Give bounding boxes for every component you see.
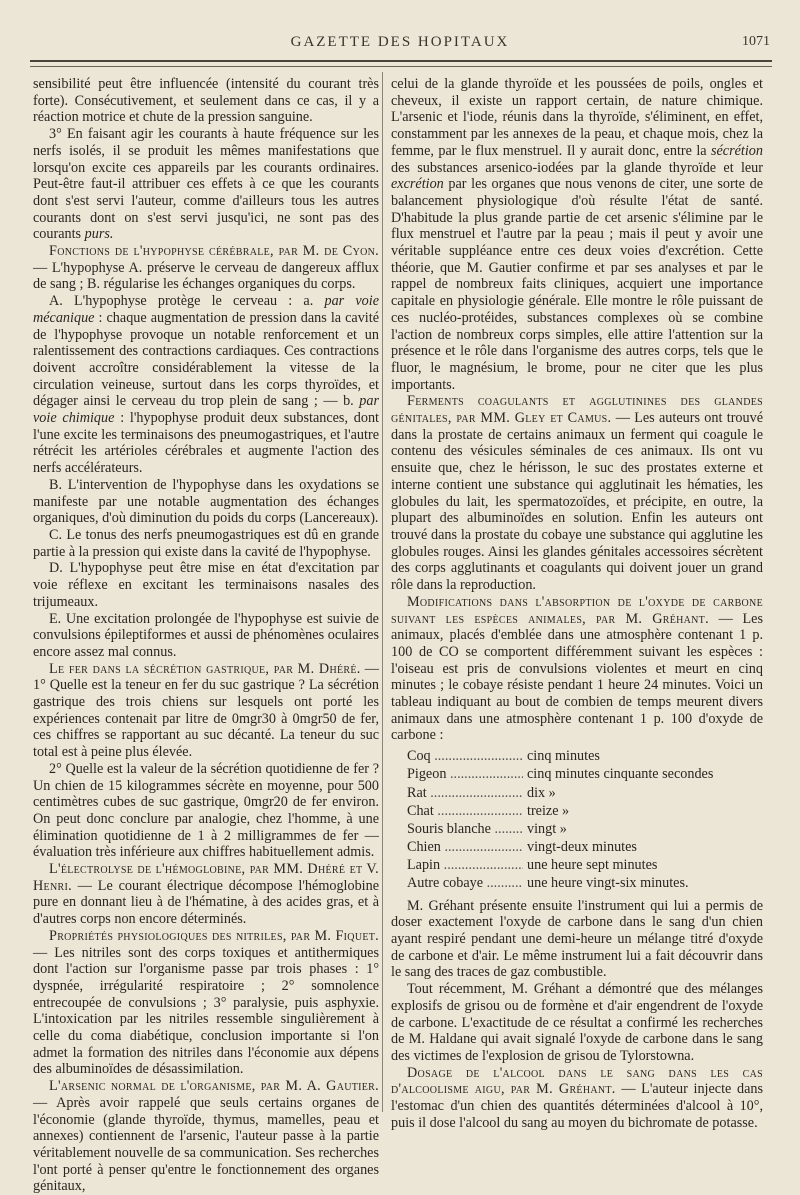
paragraph: sensibilité peut être influencée (intensité du courant très forte). Consécutivement, et seulement dans ce cas, il y a réaction motrice et chute de la pression sanguine. [33, 76, 379, 126]
header-rule-thick [30, 60, 772, 62]
co-mortality-table [407, 748, 763, 894]
article-author: par M. A. Gautier. [255, 1078, 379, 1095]
table-cell-animal: Souris blanche ..... [407, 821, 523, 838]
header-rule-thin [30, 66, 772, 67]
article-author: par M. Dhéré. [269, 660, 361, 677]
table-row [407, 803, 763, 821]
article-title: Fonctions de l'hypophyse cérébrale, [49, 243, 274, 260]
article-title: Modifications dans l'absorption de l'oxyde de carbone suivant les espèces animales, [391, 593, 763, 627]
table-cell-animal: Chien ..... [407, 839, 523, 856]
article-hypophyse: Fonctions de l'hypophyse cérébrale, par M. de Cyon. — L'hypophyse A. préserve le cerveau de dangereux afflux de sang ; B. régularise les échanges organiques du corps. [33, 243, 379, 293]
article-author: par M. Fiquet. [286, 927, 380, 944]
article-title: Ferments coagulants et agglutinines des glandes génitales, [391, 393, 763, 427]
paragraph: D. L'hypophyse peut être mise en état d'excitation par voie réflexe en excitant les terminaisons nasales des trijumeaux. [33, 560, 379, 610]
article-title: L'arsenic normal de l'organisme, [49, 1078, 256, 1095]
table-row [407, 748, 763, 766]
journal-title: GAZETTE DES HOPITAUX [290, 34, 510, 50]
left-column [33, 76, 379, 1195]
table-cell-time: dix » [527, 784, 556, 801]
article-author: par M. Gréhant. [504, 1081, 616, 1098]
column-divider [382, 72, 383, 1112]
article-author: par MM. Gley et Camus. [451, 410, 612, 427]
article-title: Dosage de l'alcool dans le sang dans les cas d'alcoolisme aigu, [391, 1064, 763, 1098]
article-author: par M. de Cyon. [273, 243, 379, 260]
table-cell-animal: Pigeon ..... [407, 766, 523, 783]
table-cell-animal: Lapin ..... [407, 857, 523, 874]
paragraph: A. L'hypophyse protège le cerveau : a. par voie mécanique : chaque augmentation de pression dans la cavité de l'hypophyse provoque un notable renforcement et un ralentissement des contractions cardiaques. Ces contractions doivent accroître considérablement la vitesse de la circulation veineuse, surtout dans les corps thyroïdes, et dégager ainsi le cerveau du trop plein de sang ; — b. par voie chimique : l'hypophyse produit deux substances, dont l'une excite les terminaisons des pneumogastriques, et l'autre rétrécit les artérioles cérébrales et augmente l'action des nerfs accélérateurs. [33, 293, 379, 477]
article-ferments: Ferments coagulants et agglutinines des glandes génitales, par MM. Gley et Camus. — Les auteurs ont trouvé dans la prostate de certains animaux un ferment qui coagule le contenu des vésicules séminales de ces animaux. Ils ont vu ensuite que, chez le hérisson, le suc des prostates externe et interne contient une substance qui agglutinait les hématies, les globules du lait, les spermatozoïdes, et précipite, en outre, la plupart des albuminoïdes en solution. Enfin les auteurs ont trouvé dans la prostate du cobaye une substance qui agglutine les globules rouges. Ainsi les glandes génitales accessoires sécrètent des corps agglutinants et coagulants qui doivent jouer un grand rôle dans la reproduction. [391, 393, 763, 594]
table-cell-time: cinq minutes cinquante secondes [527, 766, 714, 783]
article-title: Propriétés physiologiques des nitriles, [49, 927, 287, 944]
table-row [407, 785, 763, 803]
article-oxyde-carbone: Modifications dans l'absorption de l'oxyde de carbone suivant les espèces animales, par M. Gréhant. — Les animaux, placés d'emblée dans une atmosphère contenant 1 p. 100 de CO se comportent différemment suivant les espèces : l'oiseau est pris de convulsions violentes et meurt en cinq minutes ; le cobaye résiste pendant 1 heure 24 minutes. Voici un tableau indiquant au bout de combien de temps meurent divers animaux dans une atmosphère contenant 1 p. 100 d'oxyde de carbone : [391, 593, 763, 744]
table-row [407, 839, 763, 857]
table-row [407, 875, 763, 893]
article-author: par M. Gréhant. [586, 610, 709, 627]
article-author: par MM. Dhéré et V. Henri. [33, 861, 379, 894]
paragraph: Tout récemment, M. Gréhant a démontré que des mélanges explosifs de grisou ou de formène et d'air engendrent de l'oxyde de carbone. L'exactitude de ce résultat a confirmé les recherches de M. Haldane qui avait signalé l'oxyde de carbone dans le sang des victimes de l'explosion de grisou de Tylorstowna. [391, 981, 763, 1064]
running-head [30, 34, 770, 56]
table-row [407, 766, 763, 784]
paragraph: 3° En faisant agir les courants à haute fréquence sur les nerfs isolés, il se produit les mêmes manifestations que lorsqu'on excite ces appareils par les courants ordinaires. Peut-être faut-il attribuer ces effets à ce que les courants dont s'est servi l'auteur, comme d'ailleurs tous les autres courants dont on s'est servi jusqu'ici, ne sont pas des courants purs. [33, 126, 379, 243]
table-cell-animal: Autre cobaye ..... [407, 875, 523, 892]
table-cell-time: cinq minutes [527, 748, 600, 765]
right-column [391, 76, 763, 1131]
table-cell-animal: Chat ..... [407, 803, 523, 820]
paragraph: 2° Quelle est la valeur de la sécrétion quotidienne de fer ? Un chien de 15 kilogrammes sécrète en moyenne, pour 500 centimètres cubes de suc gastrique, 0mgr20 de fer environ. On peut donc conclure par analogie, chez l'homme, à une élimination quotidienne de 1 à 2 milligrammes de fer — évaluation très inférieure aux chiffres habituellement admis. [33, 760, 379, 861]
table-cell-time: treize » [527, 802, 570, 819]
page-number: 1071 [742, 34, 770, 49]
article-dosage-alcool: Dosage de l'alcool dans le sang dans les cas d'alcoolisme aigu, par M. Gréhant. — L'auteur injecte dans l'estomac d'un chien des quantités déterminées d'alcool à 10°, puis il dose l'alcool du sang au moyen du bichromate de potasse. [391, 1064, 763, 1131]
article-title: L'électrolyse de l'hémoglobine, [49, 861, 246, 878]
table-cell-time: une heure sept minutes [527, 857, 658, 874]
paragraph: M. Gréhant présente ensuite l'instrument qui lui a permis de doser exactement l'oxyde de carbone dans le sang d'un chien ayant respiré pendant une demi-heure un mélange titré d'oxyde de carbone et d'air. Le même instrument lui a fait découvrir dans le sang des traces de gaz combustible. [391, 897, 763, 981]
table-row [407, 857, 763, 875]
table-cell-animal: Rat ..... [407, 785, 523, 802]
table-row [407, 821, 763, 839]
table-cell-time: une heure vingt-six minutes. [527, 875, 689, 892]
table-cell-time: vingt » [527, 820, 567, 837]
article-nitriles: Propriétés physiologiques des nitriles, par M. Fiquet. — Les nitriles sont des corps toxiques et antithermiques dont l'action sur l'organisme passe par trois phases : 1° dyspnée, irrégularité respiratoire ; 2° somnolence entrecoupée de convulsions ; 3° paralysie, puis asphyxie. L'intoxication par les nitriles ressemble singulièrement à celle du coma diabétique, conclusion importante si l'on admet la formation des nitriles dans l'économie aux dépens des albuminoïdes de désassimilation. [33, 927, 380, 1078]
article-electrolyse: L'électrolyse de l'hémoglobine, par MM. Dhéré et V. Henri. — Le courant électrique décompose l'hémoglobine pure en donnant lieu à de l'hématine, à des acides gras, et à d'autres corps non encore déterminés. [33, 861, 379, 928]
table-cell-animal: Coq ..... [407, 748, 523, 765]
article-fer: Le fer dans la sécrétion gastrique, par M. Dhéré. — 1° Quelle est la teneur en fer du suc gastrique ? La sécrétion gastrique des trois chiens sur lesquels ont porté les expériences contenait par litre de 0mgr30 à 0mgr50 de fer, ces chiffres se rapportant au suc décanté. La teneur du suc total est à peine plus élevée. [33, 660, 379, 761]
paragraph: celui de la glande thyroïde et les poussées de poils, ongles et cheveux, il existe un rapport certain, de nature chimique. L'arsenic et l'iode, réunis dans la thyroïde, s'éliminent, en effet, constamment par les annexes de la peau, et chaque mois, chez la femme, par le flux menstruel. Il y aurait donc, entre la sécrétion des substances arsenico-iodées par la glande thyroïde et leur excrétion par les organes que nous venons de citer, une sorte de balancement physiologique d'où résulte l'état de santé. D'habitude la plus grande partie de cet arsenic s'élimine par le flux menstruel et l'autre par la peau ; mais il peut y avoir une véritable suppléance entre ces deux voies d'excrétion. Cette théorie, que M. Gautier confirme et par ses analyses et par le rappel de nombreux faits cliniques, acquiert une importance capitale en physiologie générale. Elle montre le rôle puissant de ces nucléo-protéides, substances complexes où se combine l'action de nombreux corps simples, elle attire l'attention sur la présence et le rôle dans l'organisme des autres corps, tels que le fluor, le magnésium, le brome, pour ne citer que les plus importants. [391, 76, 763, 393]
paragraph: E. Une excitation prolongée de l'hypophyse est suivie de convulsions épileptiformes et aussi de phénomènes oculaires encore assez mal connus. [33, 610, 379, 660]
article-arsenic: L'arsenic normal de l'organisme, par M. A. Gautier. — Après avoir rappelé que seuls certains organes de l'économie (glande thyroïde, thymus, mamelles, peau et annexes) contiennent de l'arsenic, l'auteur passe à la partie véritablement nouvelle de sa communication. Ses recherches l'ont porté à penser qu'entre le fonctionnement des organes génitaux, [33, 1078, 379, 1195]
table-cell-time: vingt-deux minutes [527, 839, 637, 856]
paragraph: C. Le tonus des nerfs pneumogastriques est dû en grande partie à la pression qui existe dans la cavité de l'hypophyse. [33, 526, 379, 560]
paragraph: B. L'intervention de l'hypophyse dans les oxydations se manifeste par une notable augmentation des échanges organiques, d'où diminution du poids du corps (Lancereaux). [33, 476, 379, 527]
article-title: Le fer dans la sécrétion gastrique, [49, 660, 270, 677]
